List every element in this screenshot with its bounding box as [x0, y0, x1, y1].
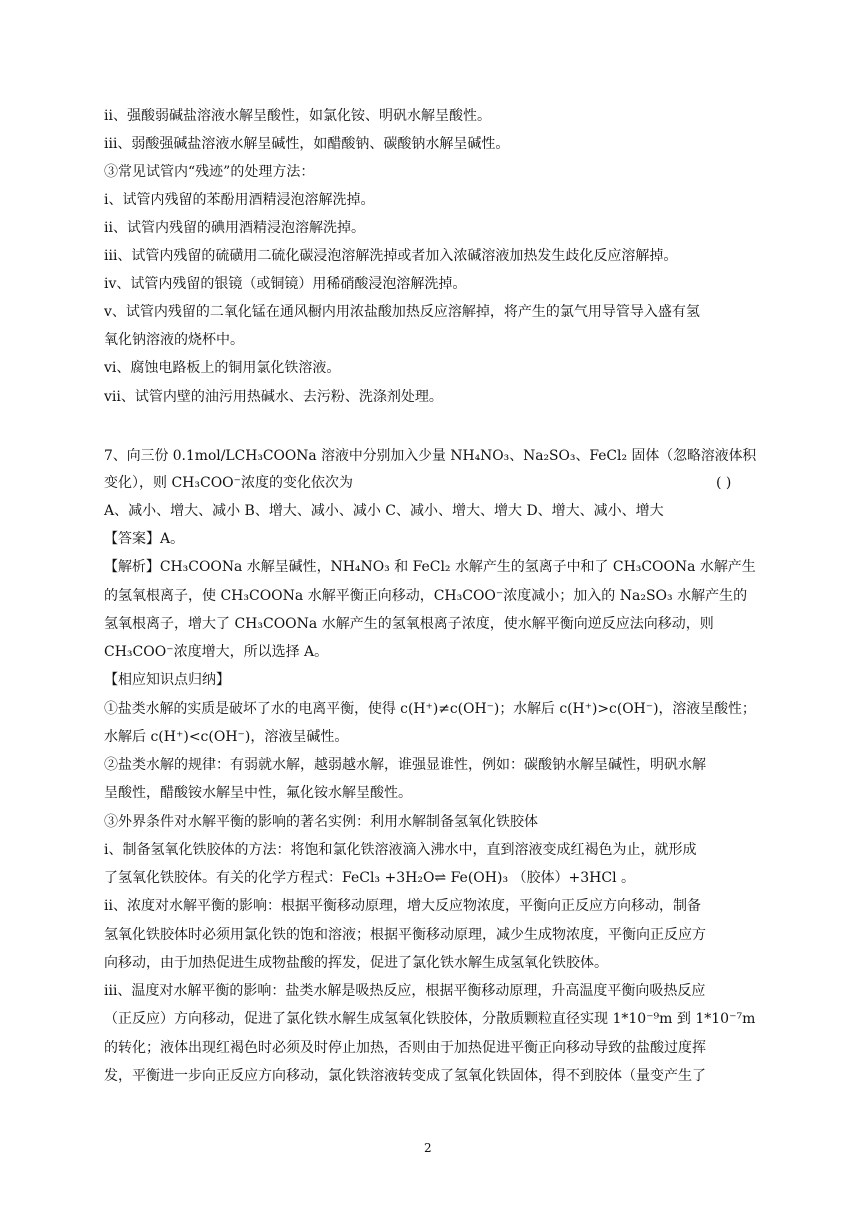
- section-heading: 【相应知识点归纳】: [104, 672, 230, 688]
- text-line: 呈酸性，醋酸铵水解呈中性，氟化铵水解呈酸性。: [104, 785, 412, 801]
- text-line: 了氢氧化铁胶体。有关的化学方程式：FeCl₃ +3H₂O⇌ Fe(OH)₃ （胶体）+3HCl 。: [104, 870, 635, 886]
- text-line: ⅲ、弱酸强碱盐溶液水解呈碱性，如醋酸钠、碳酸钠水解呈碱性。: [104, 136, 510, 152]
- question-line: 变化），则 CH₃COO⁻浓度的变化依次为: [104, 475, 354, 491]
- text-line: ⅴ、试管内残留的二氧化锰在通风橱内用浓盐酸加热反应溶解掉，将产生的氯气用导管导入盛有氢: [104, 304, 700, 320]
- text-line: ③常见试管内“残迹”的处理方法：: [104, 164, 315, 180]
- text-line: ⅰ、试管内残留的苯酚用酒精浸泡溶解洗掉。: [104, 192, 375, 208]
- answer-line: 【答案】A。: [104, 531, 185, 547]
- text-line: ③外界条件对水解平衡的影响的著名实例：利用水解制备氢氧化铁胶体: [104, 814, 538, 830]
- text-line: ⅱ、浓度对水解平衡的影响：根据平衡移动原理，增大反应物浓度，平衡向正反应方向移动，制备: [104, 898, 701, 914]
- text-line: ⅱ、试管内残留的碘用酒精浸泡溶解洗掉。: [104, 220, 365, 236]
- analysis-line: CH₃COO⁻浓度增大，所以选择 A。: [104, 644, 329, 660]
- text-line: ⅳ、试管内残留的银镜（或铜镜）用稀硝酸浸泡溶解洗掉。: [104, 276, 467, 292]
- page-number: 2: [424, 1141, 432, 1155]
- text-line: ⅰ、制备氢氧化铁胶体的方法：将饱和氯化铁溶液滴入沸水中，直到溶液变成红褐色为止，就形成: [104, 842, 697, 858]
- text-line: ⅵ、腐蚀电路板上的铜用氯化铁溶液。: [104, 360, 341, 376]
- question-line: 7、向三份 0.1mol/LCH₃COONa 溶液中分别加入少量 NH₄NO₃、Na₂SO₃、FeCl₂ 固体（忽略溶液体积: [104, 448, 757, 464]
- text-line: （正反应）方向移动，促进了氯化铁水解生成氢氧化铁胶体，分散质颗粒直径实现 1*10⁻⁹m 到 1*10⁻⁷m: [104, 1011, 756, 1027]
- text-line: 氢氧化铁胶体时必须用氯化铁的饱和溶液；根据平衡移动原理，减少生成物浓度，平衡向正反应方: [104, 927, 706, 943]
- text-line: ②盐类水解的规律：有弱就水解，越弱越水解，谁强显谁性，例如：碳酸钠水解呈碱性，明矾水解: [104, 757, 706, 773]
- text-line: ⅲ、温度对水解平衡的影响：盐类水解是吸热反应，根据平衡移动原理，升高温度平衡向吸热反应: [104, 983, 706, 999]
- analysis-line: 【解析】CH₃COONa 水解呈碱性，NH₄NO₃ 和 FeCl₂ 水解产生的氢离子中和了 CH₃COONa 水解产生: [104, 559, 756, 575]
- analysis-line: 的氢氧根离子，使 CH₃COONa 水解平衡正向移动，CH₃COO⁻浓度减小；加入的 Na₂SO₃ 水解产生的: [104, 588, 748, 604]
- text-line: 发，平衡进一步向正反应方向移动，氯化铁溶液转变成了氢氧化铁固体，得不到胶体（量变产生了: [104, 1068, 706, 1084]
- text-line: 水解后 c(H⁺)<c(OH⁻)，溶液呈碱性。: [104, 729, 349, 745]
- answer-parentheses: ( ): [716, 475, 732, 491]
- text-line: ⅲ、试管内残留的硫磺用二硫化碳浸泡溶解洗掉或者加入浓碱溶液加热发生歧化反应溶解掉。: [104, 248, 678, 264]
- options-line: A、减小、增大、减小 B、增大、减小、减小 C、减小、增大、增大 D、增大、减小、增大: [104, 503, 664, 519]
- analysis-line: 氢氧根离子，增大了 CH₃COONa 水解产生的氢氧根离子浓度，使水解平衡向逆反应法向移动，则: [104, 616, 714, 632]
- text-line: ①盐类水解的实质是破坏了水的电离平衡，使得 c(H⁺)≠c(OH⁻)；水解后 c(H⁺)>c(OH⁻)，溶液呈酸性；: [104, 701, 756, 717]
- text-line: 向移动，由于加热促进生成物盐酸的挥发，促进了氯化铁水解生成氢氧化铁胶体。: [104, 955, 608, 971]
- text-line: 氧化钠溶液的烧杯中。: [104, 332, 244, 348]
- text-line: 的转化；液体出现红褐色时必须及时停止加热，否则由于加热促进平衡正向移动导致的盐酸过度挥: [104, 1040, 706, 1056]
- text-line: ⅱ、强酸弱碱盐溶液水解呈酸性，如氯化铵、明矾水解呈酸性。: [104, 108, 491, 124]
- text-line: ⅶ、试管内壁的油污用热碱水、去污粉、洗涤剂处理。: [104, 389, 443, 405]
